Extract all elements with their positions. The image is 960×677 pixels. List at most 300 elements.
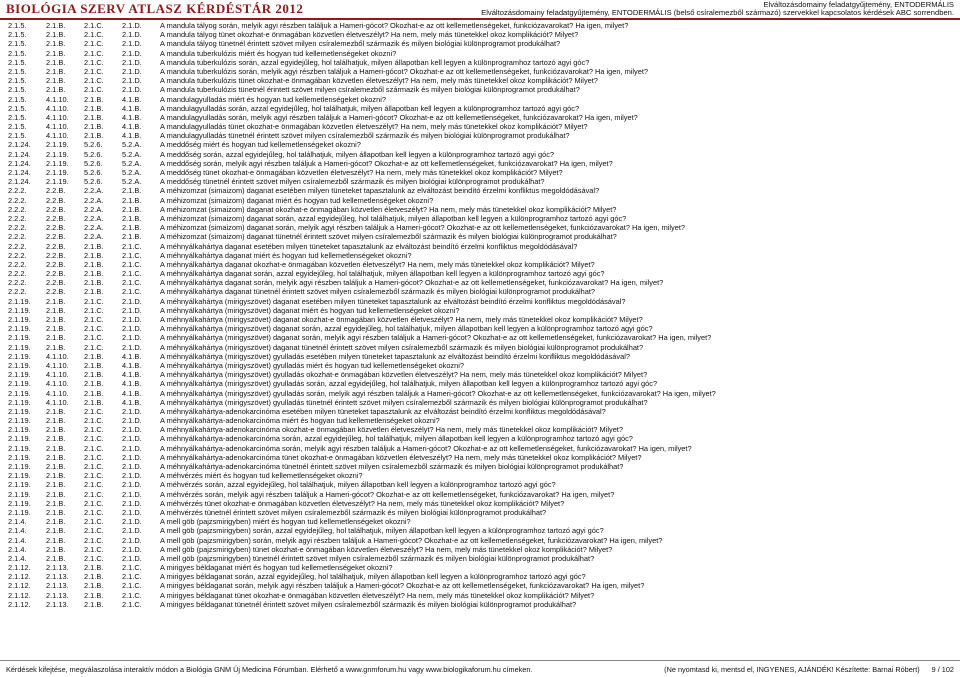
code-3: 2.1.C. (84, 342, 104, 352)
code-4: 2.1.B. (122, 223, 142, 233)
code-2: 2.1.B. (46, 517, 66, 527)
code-1: 2.1.5. (8, 57, 27, 67)
code-3: 2.1.B. (84, 379, 104, 389)
code-2: 2.2.B. (46, 250, 66, 260)
question-text: A mandula tályog tünet okozhat-e önmagában közvetlen életveszélyt? Ha nem, mely más tünetekkel okoz komplikációt? Milyet? (160, 30, 579, 40)
page-header (0, 0, 960, 20)
code-4: 2.1.C. (122, 590, 142, 600)
table-row (0, 490, 960, 499)
question-text: A meddőség tünet okozhat-e önmagában közvetlen életveszélyt? Ha nem, mely más tünetekkel okoz komplikációt? Milyet? (160, 168, 563, 177)
table-row (0, 49, 960, 58)
question-text: A méhnyálkahártya-adenokarcinóma miért és hogyan tud kellemetlenségeket okozni? (160, 416, 440, 426)
code-4: 2.1.D. (122, 480, 142, 490)
code-4: 5.2.A. (122, 149, 142, 159)
table-row (0, 186, 960, 195)
code-3: 2.1.C. (84, 498, 104, 508)
code-4: 4.1.B. (122, 103, 142, 113)
code-1: 2.1.4. (8, 553, 27, 563)
code-1: 2.1.19. (8, 498, 31, 508)
code-4: 2.1.B. (122, 186, 142, 196)
code-2: 2.1.B. (46, 30, 66, 40)
table-row (0, 67, 960, 76)
code-4: 2.1.D. (122, 342, 142, 352)
code-4: 2.1.D. (122, 315, 142, 324)
question-text: A méhnyálkahártya (mirigyszövet) gyulladás során, azzal egyidejűleg, hol találhatjuk, milyen állapotban kell legyen a különprogramhoz tartozó agyi góc? (160, 379, 658, 389)
table-row (0, 581, 960, 590)
question-text: A mandulagyulladás tünet okozhat-e önmagában közvetlen életveszélyt? Ha nem, mely más tünetekkel okoz komplikációt? Milyet? (160, 122, 588, 132)
code-2: 2.2.B. (46, 204, 66, 214)
code-4: 2.1.C. (122, 563, 142, 573)
question-text: A méhvérzés során, melyik agyi részben találjuk a Hameri-gócot? Okozhat-e az ott kellemetlenségeket, funkciózavarokat? Ha igen, milyet? (160, 489, 615, 499)
question-text: A méhizomzat (simaizom) daganat esetében milyen tüneteket tapasztalunk az elváltozást beindító érzelmi konfliktus megoldódásával? (160, 186, 600, 196)
code-1: 2.1.19. (8, 489, 31, 499)
question-text: A méhnyálkahártya daganat miért és hogyan tud kellemetlenségeket okozni? (160, 250, 412, 260)
table-row (0, 591, 960, 600)
table-row (0, 223, 960, 232)
code-2: 2.2.B. (46, 213, 66, 223)
table-row (0, 297, 960, 306)
code-3: 2.1.B. (84, 241, 104, 251)
table-row (0, 434, 960, 443)
code-4: 2.1.D. (122, 333, 142, 343)
code-4: 2.1.D. (122, 489, 142, 499)
table-row (0, 150, 960, 159)
code-2: 2.2.B. (46, 186, 66, 196)
code-1: 2.1.19. (8, 333, 31, 343)
code-2: 4.1.10. (46, 370, 69, 380)
code-1: 2.1.12. (8, 563, 31, 573)
code-2: 2.2.B. (46, 278, 66, 288)
table-row (0, 251, 960, 260)
question-text: A méhnyálkahártya daganat során, melyik agyi részben találjuk a Hameri-gócot? Okozhat-e az ott kellemetlenségeket, funkciózavarokat? Ha igen, milyet? (160, 278, 664, 288)
code-3: 2.2.A. (84, 213, 104, 223)
table-row (0, 21, 960, 30)
question-text: A méhvérzés miért és hogyan tud kellemetlenségeket okozni? (160, 471, 363, 481)
code-1: 2.2.2. (8, 232, 27, 242)
code-2: 2.1.13. (46, 590, 69, 600)
code-1: 2.1.19. (8, 351, 31, 361)
code-4: 2.1.D. (122, 535, 142, 545)
table-row (0, 352, 960, 361)
code-1: 2.1.19. (8, 305, 31, 315)
code-2: 2.1.B. (46, 526, 66, 536)
code-4: 2.1.D. (122, 416, 142, 426)
header-line-2: Elváltozásdomainy feladatgyűjtemény, ENTODERMÁLIS (belső csíralemezből származó) szervekkel kapcsolatos kérdések ABC sorrendben. (481, 8, 954, 17)
table-row (0, 398, 960, 407)
document-logo: BIOLÓGIA SZERV ATLASZ KÉRDÉSTÁR 2012 (6, 1, 304, 16)
code-3: 2.1.C. (84, 305, 104, 315)
table-row (0, 471, 960, 480)
code-3: 2.1.B. (84, 581, 104, 591)
table-row (0, 343, 960, 352)
code-2: 2.1.19. (46, 140, 69, 150)
question-text: A mandulagyulladás miért és hogyan tud kellemetlenségeket okozni? (160, 94, 386, 104)
code-1: 2.1.19. (8, 342, 31, 352)
table-row (0, 140, 960, 149)
question-text: A mell göb (pajzsmirigyben) miért és hogyan tud kellemetlenségeket okozni? (160, 517, 411, 527)
code-1: 2.1.5. (8, 21, 27, 30)
question-text: A meddőség során, melyik agyi részben találjuk a Hameri-gócot? Okozhat-e az ott kellemetlenségeket, funkciózavarokat? Ha igen, milyet? (160, 158, 613, 168)
code-2: 2.1.B. (46, 21, 66, 30)
question-text: A mandula tuberkulózis tünet okozhat-e önmagában közvetlen életveszélyt? Ha nem, mely más tünetekkel okoz komplikációt? Milyet? (160, 76, 598, 86)
code-2: 2.1.19. (46, 177, 69, 187)
table-row (0, 407, 960, 416)
code-3: 2.1.C. (84, 296, 104, 306)
question-text: A méhizomzat (simaizom) daganat tünetnél érintett szövet milyen csíralemezből származik és milyen biológiai különprogramot produkálhat? (160, 232, 617, 242)
question-text: A méhnyálkahártya-adenokarcinóma tünet okozhat-e önmagában közvetlen életveszélyt? Ha nem, mely más tünetekkel okoz komplikációt? Milyet? (160, 452, 642, 462)
code-1: 2.1.19. (8, 324, 31, 334)
code-1: 2.2.2. (8, 195, 27, 205)
table-row (0, 480, 960, 489)
code-4: 2.1.D. (122, 21, 142, 30)
table-row (0, 306, 960, 315)
code-4: 2.1.D. (122, 498, 142, 508)
table-row (0, 269, 960, 278)
code-1: 2.1.5. (8, 85, 27, 95)
code-3: 2.1.C. (84, 39, 104, 49)
question-text: A mandula tuberkulózis tünetnél érintett szövet milyen csíralemezből származik és milyen biológiai különprogramot produkálhat? (160, 85, 580, 95)
code-1: 2.1.4. (8, 544, 27, 554)
code-3: 2.1.C. (84, 76, 104, 86)
code-3: 2.1.C. (84, 462, 104, 471)
code-2: 2.1.B. (46, 452, 66, 462)
code-3: 2.1.C. (84, 315, 104, 324)
code-1: 2.1.5. (8, 76, 27, 86)
code-2: 2.1.13. (46, 572, 69, 582)
question-text: A mandulagyulladás tünetnél érintett szövet milyen csíralemezből származik és milyen biológiai különprogramot produkálhat? (160, 131, 570, 141)
table-row (0, 214, 960, 223)
code-4: 5.2.A. (122, 177, 142, 187)
code-4: 4.1.B. (122, 122, 142, 132)
question-text: A méhnyálkahártya-adenokarcinóma okozhat-e önmagában közvetlen életveszélyt? Ha nem, mely más tünetekkel okoz komplikációt? Milyet? (160, 425, 623, 435)
code-3: 2.1.B. (84, 250, 104, 260)
question-text: A mell göb (pajzsmirigyben) tünet okozhat-e önmagában közvetlen életveszélyt? Ha nem, mely más tünetekkel okoz komplikációt? Milyet? (160, 544, 613, 554)
page-footer (0, 660, 960, 677)
table-row (0, 85, 960, 94)
question-text: A méhnyálkahártya (mirigyszövet) daganat tünetnél érintett szövet milyen csíralemezből származik és milyen biológiai különprogramot produkálhat? (160, 342, 644, 352)
code-4: 2.1.D. (122, 85, 142, 95)
question-text: A méhnyálkahártya daganat során, azzal egyidejűleg, hol találhatjuk, milyen állapotban kell legyen a különprogramhoz tartozó agyi góc? (160, 269, 605, 279)
question-text: A mell göb (pajzsmirigyben) tünetnél érintett szövet milyen csíralemezből származik és milyen biológiai különprogramot produkálhat? (160, 553, 595, 563)
question-text: A mirigyes béldaganat miért és hogyan tud kellemetlenségeket okozni? (160, 563, 393, 573)
code-3: 2.1.B. (84, 360, 104, 370)
code-2: 2.2.B. (46, 287, 66, 297)
code-1: 2.1.19. (8, 397, 31, 407)
code-3: 5.2.6. (84, 158, 103, 168)
table-row (0, 168, 960, 177)
question-text: A méhnyálkahártya-adenokarcinóma során, melyik agyi részben találjuk a Hameri-gócot? Okozhat-e az ott kellemetlenségeket, funkciózavarokat? Ha igen, milyet? (160, 443, 692, 453)
code-1: 2.1.5. (8, 103, 27, 113)
code-1: 2.1.19. (8, 434, 31, 444)
code-1: 2.1.19. (8, 296, 31, 306)
code-2: 2.1.B. (46, 462, 66, 471)
code-3: 2.1.C. (84, 526, 104, 536)
table-row (0, 205, 960, 214)
table-row (0, 278, 960, 287)
code-3: 2.1.C. (84, 66, 104, 76)
question-text: A méhnyálkahártya (mirigyszövet) daganat során, azzal egyidejűleg, hol találhatjuk, milyen állapotban kell legyen a különprogramhoz tartozó agyi góc? (160, 324, 653, 334)
code-1: 2.1.19. (8, 406, 31, 416)
code-2: 2.2.B. (46, 223, 66, 233)
table-row (0, 444, 960, 453)
code-1: 2.1.19. (8, 452, 31, 462)
question-text: A mandulagyulladás során, melyik agyi részben találjuk a Hameri-gócot? Okozhat-e az ott kellemetlenségeket, funkciózavarokat? Ha igen, milyet? (160, 112, 638, 122)
question-text: A méhnyálkahártya daganat esetében milyen tüneteket tapasztalunk az elváltozást beindító érzelmi konfliktus megoldódásával? (160, 241, 578, 251)
table-row (0, 425, 960, 434)
code-1: 2.1.19. (8, 370, 31, 380)
table-row (0, 76, 960, 85)
code-1: 2.1.4. (8, 526, 27, 536)
code-4: 2.1.C. (122, 287, 142, 297)
table-row (0, 389, 960, 398)
code-1: 2.1.19. (8, 462, 31, 471)
code-3: 2.1.C. (84, 425, 104, 435)
question-text: A mandula tályog során, melyik agyi részben találjuk a Hameri-gócot? Okozhat-e az ott kellemetlenségeket, funkciózavarokat? Ha igen, milyet? (160, 21, 629, 30)
code-2: 2.1.19. (46, 158, 69, 168)
question-text: A méhnyálkahártya (mirigyszövet) daganat esetében milyen tüneteket tapasztalunk az elváltozást beindító érzelmi konfliktus megoldódásával? (160, 296, 626, 306)
table-row (0, 177, 960, 186)
code-1: 2.1.12. (8, 599, 31, 609)
question-text: A méhnyálkahártya (mirigyszövet) gyulladás során, melyik agyi részben találjuk a Hameri-gócot? Okozhat-e az ott kellemetlenségeket, funkciózavarokat? Ha igen, milyet? (160, 388, 716, 398)
code-3: 2.2.A. (84, 223, 104, 233)
code-3: 2.2.A. (84, 204, 104, 214)
code-2: 2.1.B. (46, 305, 66, 315)
table-row (0, 242, 960, 251)
code-1: 2.2.2. (8, 259, 27, 269)
question-text: A méhnyálkahártya (mirigyszövet) gyulladás miért és hogyan tud kellemetlenségeket okozni? (160, 360, 464, 370)
code-2: 2.1.13. (46, 581, 69, 591)
table-row (0, 159, 960, 168)
question-text: A méhizomzat (simaizom) daganat okozhat-e önmagában közvetlen életveszélyt? Ha nem, mely más tünetekkel okoz komplikációt? Milyet? (160, 204, 617, 214)
code-1: 2.1.19. (8, 388, 31, 398)
code-2: 2.1.B. (46, 333, 66, 343)
code-3: 2.1.C. (84, 406, 104, 416)
code-4: 4.1.B. (122, 360, 142, 370)
code-3: 2.1.C. (84, 471, 104, 481)
table-row (0, 526, 960, 535)
code-2: 2.1.B. (46, 434, 66, 444)
code-2: 2.1.B. (46, 66, 66, 76)
code-1: 2.1.24. (8, 168, 31, 177)
code-4: 2.1.D. (122, 544, 142, 554)
code-3: 2.2.A. (84, 232, 104, 242)
question-text: A méhnyálkahártya daganat okozhat-e önmagában közvetlen életveszélyt? Ha nem, mely más tünetekkel okoz komplikációt? Milyet? (160, 259, 595, 269)
code-1: 2.1.19. (8, 425, 31, 435)
question-text: A meddőség tünetnél érintett szövet milyen csíralemezből származik és milyen biológiai különprogramot produkálhat? (160, 177, 545, 187)
code-4: 2.1.C. (122, 269, 142, 279)
question-text: A méhnyálkahártya-adenokarcinóma esetében milyen tüneteket tapasztalunk az elváltozást beindító érzelmi konfliktus megoldódásával? (160, 406, 606, 416)
code-1: 2.2.2. (8, 213, 27, 223)
question-text: A mell göb (pajzsmirigyben) során, azzal egyidejűleg, hol találhatjuk, milyen állapotban kell legyen a különprogramhoz tartozó agyi góc? (160, 526, 604, 536)
code-3: 2.1.B. (84, 599, 104, 609)
code-2: 2.2.B. (46, 195, 66, 205)
code-4: 2.1.D. (122, 406, 142, 416)
code-2: 2.1.B. (46, 76, 66, 86)
code-4: 2.1.D. (122, 507, 142, 517)
code-4: 4.1.B. (122, 397, 142, 407)
code-3: 2.1.C. (84, 535, 104, 545)
code-4: 2.1.C. (122, 599, 142, 609)
code-2: 2.1.B. (46, 39, 66, 49)
code-4: 4.1.B. (122, 379, 142, 389)
question-text: A mandula tuberkulózis során, melyik agyi részben találjuk a Hameri-gócot? Okozhat-e az ott kellemetlenségeket, funkciózavarokat? Ha igen, milyet? (160, 66, 649, 76)
code-3: 2.1.B. (84, 351, 104, 361)
question-text: A meddőség során, azzal egyidejűleg, hol találhatjuk, milyen állapotban kell legyen a különprogramhoz tartozó agyi góc? (160, 149, 554, 159)
code-3: 2.1.C. (84, 434, 104, 444)
question-text: A méhnyálkahártya (mirigyszövet) gyulladás esetében milyen tüneteket tapasztalunk az elváltozást beindító érzelmi konfliktus megoldódásával? (160, 351, 630, 361)
code-3: 2.1.B. (84, 131, 104, 141)
table-row (0, 563, 960, 572)
code-4: 2.1.D. (122, 305, 142, 315)
question-text: A méhnyálkahártya (mirigyszövet) daganat miért és hogyan tud kellemetlenségeket okozni? (160, 305, 460, 315)
table-row (0, 508, 960, 517)
code-4: 2.1.D. (122, 76, 142, 86)
code-3: 2.1.C. (84, 48, 104, 58)
code-2: 2.1.B. (46, 535, 66, 545)
code-2: 2.1.19. (46, 149, 69, 159)
code-3: 2.1.B. (84, 112, 104, 122)
table-row (0, 315, 960, 324)
question-text: A mandula tuberkulózis során, azzal egyidejűleg, hol találhatjuk, milyen állapotban kell legyen a különprogramhoz tartozó agyi góc? (160, 57, 590, 67)
code-4: 2.1.D. (122, 39, 142, 49)
code-4: 5.2.A. (122, 158, 142, 168)
code-4: 2.1.D. (122, 66, 142, 76)
code-3: 5.2.6. (84, 177, 103, 187)
code-3: 2.1.C. (84, 416, 104, 426)
code-1: 2.2.2. (8, 287, 27, 297)
code-3: 2.1.C. (84, 553, 104, 563)
question-text: A mirigyes béldaganat során, azzal egyidejűleg, hol találhatjuk, milyen állapotban kell legyen a különprogramhoz tartozó agyi góc? (160, 572, 586, 582)
code-1: 2.1.24. (8, 149, 31, 159)
question-text: A mandulagyulladás során, azzal egyidejűleg, hol találhatjuk, milyen állapotban kell legyen a különprogramhoz tartozó agyi góc? (160, 103, 580, 113)
code-2: 4.1.10. (46, 397, 69, 407)
table-row (0, 333, 960, 342)
page-number: 9 / 102 (931, 664, 954, 674)
code-3: 2.1.B. (84, 122, 104, 132)
question-text: A mandula tuberkulózis miért és hogyan tud kellemetlenségeket okozni? (160, 48, 397, 58)
code-1: 2.1.24. (8, 140, 31, 150)
code-2: 4.1.10. (46, 379, 69, 389)
question-text: A méhizomzat (simaizom) daganat miért és hogyan tud kellemetlenségeket okozni? (160, 195, 434, 205)
code-3: 2.1.B. (84, 259, 104, 269)
code-3: 5.2.6. (84, 168, 103, 177)
code-4: 2.1.C. (122, 581, 142, 591)
code-4: 4.1.B. (122, 131, 142, 141)
code-1: 2.1.5. (8, 30, 27, 40)
code-1: 2.1.4. (8, 535, 27, 545)
question-table (0, 21, 960, 609)
question-text: A mirigyes béldaganat tünet okozhat-e önmagában közvetlen életveszélyt? Ha nem, mely más tünetekkel okoz komplikációt? Milyet? (160, 590, 595, 600)
code-3: 5.2.6. (84, 149, 103, 159)
code-2: 2.1.B. (46, 553, 66, 563)
table-row (0, 370, 960, 379)
code-2: 2.1.B. (46, 489, 66, 499)
table-row (0, 545, 960, 554)
question-text: A méhnyálkahártya (mirigyszövet) gyulladás okozhat-e önmagában közvetlen életveszélyt? Ha nem, mely más tünetekkel okoz komplikációt? Milyet? (160, 370, 648, 380)
code-1: 2.1.12. (8, 581, 31, 591)
code-4: 4.1.B. (122, 94, 142, 104)
question-text: A méhizomzat (simaizom) daganat során, azzal egyidejűleg, hol találhatjuk, milyen állapotban kell legyen a különprogramhoz tartozó agyi góc? (160, 213, 627, 223)
code-3: 2.1.C. (84, 544, 104, 554)
code-2: 2.1.B. (46, 498, 66, 508)
code-4: 2.1.D. (122, 452, 142, 462)
table-row (0, 536, 960, 545)
code-2: 2.1.B. (46, 443, 66, 453)
code-2: 4.1.10. (46, 112, 69, 122)
question-text: A méhnyálkahártya-adenokarcinóma tünetnél érintett szövet milyen csíralemezből származik és milyen biológiai különprogramot produkálhat? (160, 462, 624, 471)
header-subtitle (481, 1, 954, 18)
code-2: 2.1.B. (46, 57, 66, 67)
code-3: 2.1.C. (84, 85, 104, 95)
code-4: 2.1.D. (122, 553, 142, 563)
code-4: 4.1.B. (122, 370, 142, 380)
code-2: 2.1.B. (46, 416, 66, 426)
table-row (0, 131, 960, 140)
code-3: 2.1.C. (84, 517, 104, 527)
code-4: 2.1.D. (122, 517, 142, 527)
code-2: 4.1.10. (46, 388, 69, 398)
code-2: 4.1.10. (46, 94, 69, 104)
code-4: 5.2.A. (122, 140, 142, 150)
code-3: 2.1.C. (84, 480, 104, 490)
footer-author: (Ne nyomtasd ki, mentsd el, INGYENES, AJÁNDÉK! Készítette: Barnai Róbert) (664, 664, 920, 674)
code-4: 2.1.D. (122, 443, 142, 453)
code-3: 2.1.B. (84, 278, 104, 288)
question-text: A méhvérzés során, azzal egyidejűleg, hol találhatjuk, milyen állapotban kell legyen a különprogramhoz tartozó agyi góc? (160, 480, 556, 490)
question-text: A mirigyes béldaganat során, melyik agyi részben találjuk a Hameri-gócot? Okozhat-e az ott kellemetlenségeket, funkciózavarokat? Ha igen, milyet? (160, 581, 645, 591)
code-2: 2.2.B. (46, 259, 66, 269)
code-2: 2.2.B. (46, 269, 66, 279)
code-3: 2.1.C. (84, 333, 104, 343)
code-3: 2.1.C. (84, 324, 104, 334)
question-text: A méhnyálkahártya (mirigyszövet) daganat okozhat-e önmagában közvetlen életveszélyt? Ha nem, mely más tünetekkel okoz komplikációt? Milyet? (160, 315, 643, 324)
code-1: 2.1.5. (8, 66, 27, 76)
code-1: 2.1.24. (8, 158, 31, 168)
code-2: 4.1.10. (46, 351, 69, 361)
code-2: 4.1.10. (46, 131, 69, 141)
code-3: 2.1.B. (84, 370, 104, 380)
code-1: 2.1.19. (8, 416, 31, 426)
code-2: 4.1.10. (46, 103, 69, 113)
code-1: 2.1.24. (8, 177, 31, 187)
code-1: 2.2.2. (8, 223, 27, 233)
table-row (0, 287, 960, 296)
code-2: 4.1.10. (46, 122, 69, 132)
code-1: 2.1.19. (8, 471, 31, 481)
code-2: 2.1.B. (46, 342, 66, 352)
code-2: 2.1.B. (46, 85, 66, 95)
code-1: 2.1.19. (8, 360, 31, 370)
table-row (0, 600, 960, 609)
code-1: 2.1.5. (8, 122, 27, 132)
table-row (0, 113, 960, 122)
table-row (0, 104, 960, 113)
table-row (0, 58, 960, 67)
code-1: 2.2.2. (8, 250, 27, 260)
code-2: 2.1.B. (46, 544, 66, 554)
code-1: 2.1.4. (8, 517, 27, 527)
table-row (0, 499, 960, 508)
code-4: 5.2.A. (122, 168, 142, 177)
code-2: 2.1.B. (46, 324, 66, 334)
code-1: 2.1.19. (8, 480, 31, 490)
code-4: 2.1.D. (122, 30, 142, 40)
table-row (0, 95, 960, 104)
code-1: 2.2.2. (8, 186, 27, 196)
code-3: 2.2.A. (84, 186, 104, 196)
question-text: A méhnyálkahártya (mirigyszövet) gyulladás tünetnél érintett szövet milyen csíralemezből származik és milyen biológiai különprogramot produkálhat? (160, 397, 648, 407)
code-2: 2.1.B. (46, 48, 66, 58)
